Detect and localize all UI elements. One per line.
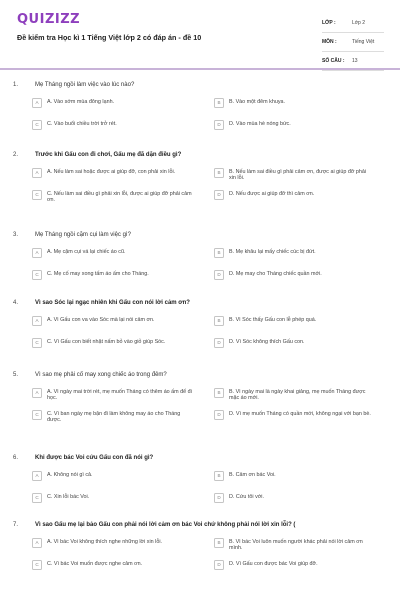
option-c[interactable] xyxy=(32,120,192,130)
option-letter-box: D xyxy=(214,270,224,280)
option-letter-box: C xyxy=(32,120,42,130)
option-letter-box: B xyxy=(214,316,224,326)
meta-label: LỚP : xyxy=(322,20,336,26)
option-letter-box: B xyxy=(214,471,224,481)
option-letter-box: D xyxy=(214,410,224,420)
header-divider xyxy=(0,68,400,70)
option-text: D. Mẹ may cho Tháng chiếc quần mới. xyxy=(229,270,322,277)
question-number: 5. xyxy=(13,372,19,378)
option-a[interactable] xyxy=(32,168,192,178)
option-text: B. Mẹ khâu lại mấy chiếc cúc bị đứt. xyxy=(229,248,316,255)
meta-value: Lớp 2 xyxy=(352,20,366,26)
question-header xyxy=(0,232,400,238)
option-letter-box: A xyxy=(32,98,42,108)
option-text: C. Vì bác Voi muốn được nghe cảm ơn. xyxy=(47,560,143,567)
option-text: A. Vì Gấu con va vào Sóc mà lại nói cảm ơn. xyxy=(47,316,155,323)
option-letter-box: B xyxy=(214,538,224,548)
option-text: B. Vì bác Voi luôn muốn người khác phải nói lời cảm ơn mình. xyxy=(229,538,363,552)
question-header xyxy=(0,82,400,88)
question-4 xyxy=(0,300,400,345)
option-letter-box: D xyxy=(214,120,224,130)
option-d[interactable] xyxy=(214,410,374,420)
question-text: Vì sao mẹ phải cố may xong chiếc áo trong đêm? xyxy=(35,372,167,378)
question-6 xyxy=(0,455,400,500)
option-text: C. Vào buổi chiều trời trở rét. xyxy=(47,120,117,127)
option-text: D. Cứu tôi với. xyxy=(229,493,265,500)
meta-label: SỐ CÂU : xyxy=(322,58,345,64)
option-letter-box: A xyxy=(32,316,42,326)
option-text: B. Nếu làm sai điều gì phải cảm ơn, được ai giúp đỡ phải xin lỗi. xyxy=(229,168,367,182)
option-text: C. Vì Gấu con biết nhặt nấm bỏ vào giỏ giúp Sóc. xyxy=(47,338,166,345)
question-text: Khi được bác Voi cứu Gấu con đã nói gì? xyxy=(35,455,154,461)
option-d[interactable] xyxy=(214,338,374,348)
question-number: 7. xyxy=(13,522,19,528)
question-text: Mẹ Tháng ngồi cặm cụi làm việc gì? xyxy=(35,232,131,238)
option-a[interactable] xyxy=(32,248,192,258)
question-text: Mẹ Tháng ngồi làm việc vào lúc nào? xyxy=(35,82,135,88)
option-letter-box: A xyxy=(32,248,42,258)
option-a[interactable] xyxy=(32,316,192,326)
option-text: B. Vào một đêm khuya. xyxy=(229,98,286,105)
question-header xyxy=(0,372,400,378)
option-d[interactable] xyxy=(214,493,374,503)
option-b[interactable] xyxy=(214,168,374,182)
option-letter-box: A xyxy=(32,538,42,548)
option-text: A. Vào sớm mùa đông lạnh. xyxy=(47,98,115,105)
option-text: A. Không nói gì cả. xyxy=(47,471,93,478)
option-b[interactable] xyxy=(214,471,374,481)
option-text: D. Vì mẹ muốn Tháng có quần mới, không ngại với bạn bè. xyxy=(229,410,371,417)
option-text: A. Mẹ cặm cụi vá lại chiếc áo cũ. xyxy=(47,248,126,255)
option-letter-box: D xyxy=(214,560,224,570)
meta-value: 13 xyxy=(352,58,358,64)
option-text: A. Nếu làm sai hoặc được ai giúp đỡ, con phải xin lỗi. xyxy=(47,168,176,175)
option-c[interactable] xyxy=(32,560,192,570)
option-text: B. Vì ngày mai là ngày khai giảng, mẹ muốn Tháng được mặc áo mới. xyxy=(229,388,366,402)
option-text: D. Nếu được ai giúp đỡ thì cảm ơn. xyxy=(229,190,315,197)
option-letter-box: A xyxy=(32,471,42,481)
option-letter-box: A xyxy=(32,388,42,398)
meta-value: Tiếng Việt xyxy=(352,39,375,45)
option-letter-box: B xyxy=(214,98,224,108)
worksheet-header xyxy=(0,0,400,66)
option-c[interactable] xyxy=(32,493,192,503)
option-letter-box: C xyxy=(32,560,42,570)
option-text: C. Vì ban ngày mẹ bận đi làm không may áo cho Tháng được. xyxy=(47,410,181,424)
option-text: A. Vì ngày mai trời rét, mẹ muốn Tháng có thêm áo ấm để đi học. xyxy=(47,388,192,402)
option-letter-box: C xyxy=(32,190,42,200)
option-c[interactable] xyxy=(32,410,192,424)
option-text: C. Nếu làm sai điều gì phải xin lỗi, được ai giúp đỡ phải cảm ơn. xyxy=(47,190,192,204)
option-text: C. Xin lỗi bác Voi. xyxy=(47,493,90,500)
option-letter-box: C xyxy=(32,410,42,420)
option-d[interactable] xyxy=(214,190,374,200)
question-3 xyxy=(0,232,400,277)
question-1 xyxy=(0,82,400,127)
meta-label: MÔN : xyxy=(322,39,337,45)
question-7 xyxy=(0,522,400,567)
option-c[interactable] xyxy=(32,338,192,348)
option-letter-box: B xyxy=(214,168,224,178)
option-d[interactable] xyxy=(214,120,374,130)
option-d[interactable] xyxy=(214,560,374,570)
option-c[interactable] xyxy=(32,270,192,280)
option-letter-box: C xyxy=(32,338,42,348)
question-text: Trước khi Gấu con đi chơi, Gấu mẹ đã dặn điều gì? xyxy=(35,152,182,158)
option-letter-box: A xyxy=(32,168,42,178)
option-letter-box: D xyxy=(214,190,224,200)
question-number: 1. xyxy=(13,82,19,88)
question-text: Vì sao Sóc lại ngạc nhiên khi Gấu con nói lời cảm ơn? xyxy=(35,300,190,306)
option-letter-box: B xyxy=(214,388,224,398)
page-title: Đề kiểm tra Học kì 1 Tiếng Việt lớp 2 có đáp án - đề 10 xyxy=(17,33,202,42)
option-b[interactable] xyxy=(214,248,374,258)
question-number: 2. xyxy=(13,152,19,158)
question-number: 6. xyxy=(13,455,19,461)
option-b[interactable] xyxy=(214,388,374,402)
option-d[interactable] xyxy=(214,270,374,280)
question-5 xyxy=(0,372,400,424)
option-letter-box: B xyxy=(214,248,224,258)
question-2 xyxy=(0,152,400,204)
option-letter-box: C xyxy=(32,270,42,280)
option-c[interactable] xyxy=(32,190,192,204)
meta-class-row xyxy=(322,14,384,33)
option-text: C. Mẹ cố may xong tấm áo ấm cho Tháng. xyxy=(47,270,149,277)
option-text: A. Vì bác Voi không thích nghe những lời xin lỗi. xyxy=(47,538,163,545)
question-number: 4. xyxy=(13,300,19,306)
option-b[interactable] xyxy=(214,316,374,326)
option-a[interactable] xyxy=(32,388,192,402)
option-b[interactable] xyxy=(214,538,374,552)
option-b[interactable] xyxy=(214,98,374,108)
question-header xyxy=(0,152,400,158)
meta-subject-row xyxy=(322,33,384,52)
option-letter-box: C xyxy=(32,493,42,503)
meta-info xyxy=(322,14,384,71)
option-text: D. Vì Gấu con được bác Voi giúp đỡ. xyxy=(229,560,318,567)
option-a[interactable] xyxy=(32,471,192,481)
question-text: Vì sao Gấu mẹ lại bảo Gấu con phải nói lời cảm ơn bác Voi chứ không phải nói lời xin lỗi? ( xyxy=(35,522,296,528)
option-text: D. Vào mùa hè nóng bức. xyxy=(229,120,291,127)
option-letter-box: D xyxy=(214,338,224,348)
question-header xyxy=(0,522,400,528)
option-a[interactable] xyxy=(32,98,192,108)
option-text: B. Cảm ơn bác Voi. xyxy=(229,471,276,478)
option-text: B. Vì Sóc thấy Gấu con lễ phép quá. xyxy=(229,316,317,323)
option-text: D. Vì Sóc không thích Gấu con. xyxy=(229,338,305,345)
option-a[interactable] xyxy=(32,538,192,548)
option-letter-box: D xyxy=(214,493,224,503)
question-header xyxy=(0,300,400,306)
question-header xyxy=(0,455,400,461)
question-number: 3. xyxy=(13,232,19,238)
quizizz-logo: QUIZIZZ xyxy=(17,12,81,27)
